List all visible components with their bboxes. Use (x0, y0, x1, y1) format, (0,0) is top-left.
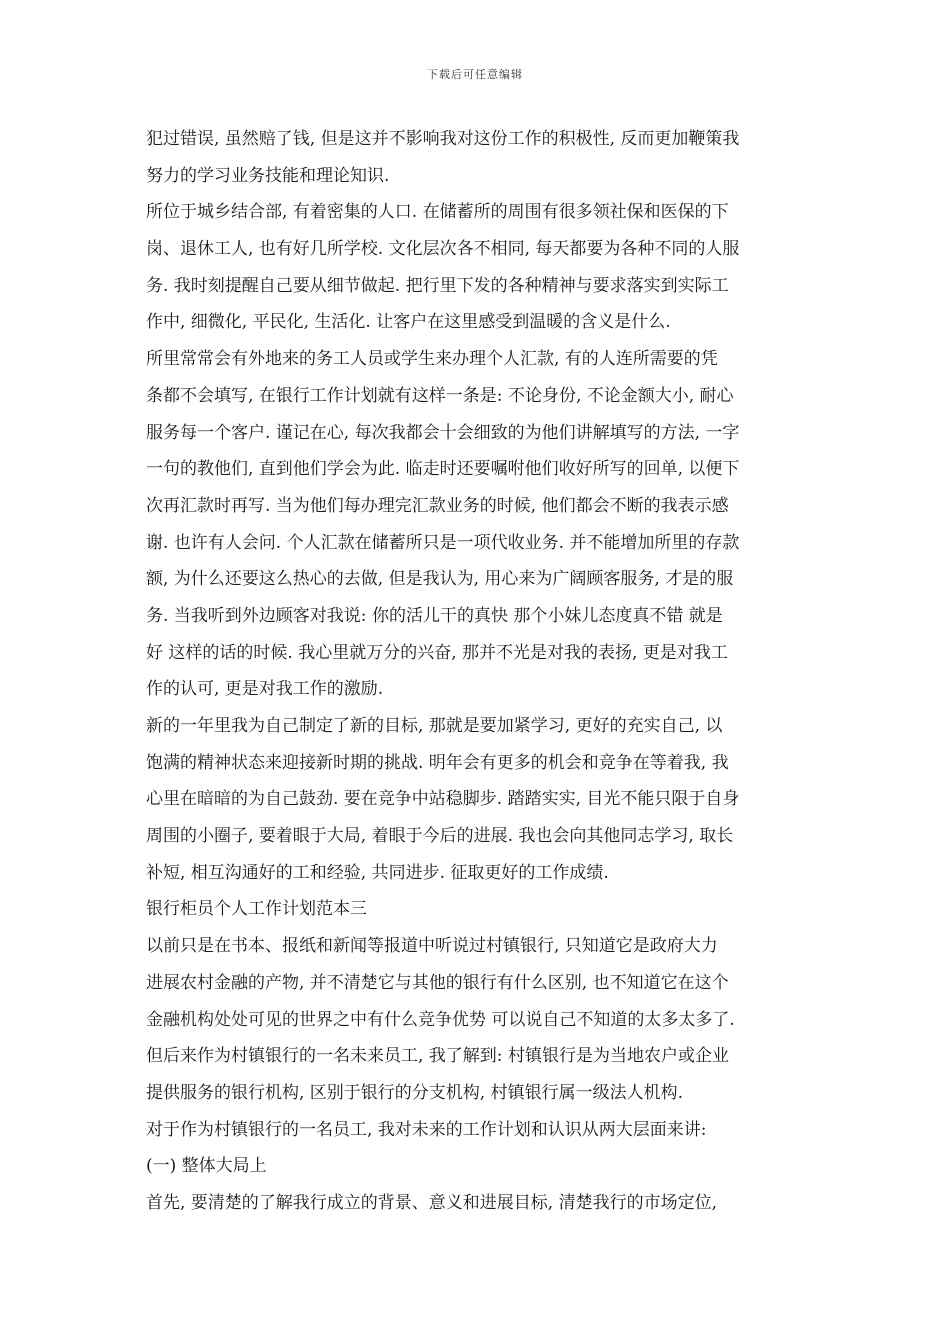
text-line: 所位于城乡结合部, 有着密集的人口. 在储蓄所的周围有很多领社保和医保的下 (146, 202, 729, 223)
text-line: 务. 当我听到外边顾客对我说: 你的活儿干的真快 那个小妹儿态度真不错 就是 (146, 605, 723, 626)
text-line: 次再汇款时再写. 当为他们每办理完汇款业务的时候, 他们都会不断的我表示感 (146, 495, 729, 516)
text-line: 岗、退休工人, 也有好几所学校. 文化层次各不相同, 每天都要为各种不同的人服 (146, 239, 740, 260)
text-line: 额, 为什么还要这么热心的去做, 但是我认为, 用心来为广阔顾客服务, 才是的服 (146, 569, 734, 590)
text-line: 服务每一个客户. 谨记在心, 每次我都会十会细致的为他们讲解填写的方法, 一字 (146, 422, 740, 443)
text-line: 以前只是在书本、报纸和新闻等报道中听说过村镇银行, 只知道它是政府大力 (146, 936, 718, 957)
section-heading: 银行柜员个人工作计划范本三 (146, 899, 367, 920)
text-line: 谢. 也许有人会问. 个人汇款在储蓄所只是一项代收业务. 并不能增加所里的存款 (146, 532, 740, 553)
text-line: 条都不会填写, 在银行工作计划就有这样一条是: 不论身份, 不论金额大小, 耐心 (146, 385, 734, 406)
text-line: 务. 我时刻提醒自己要从细节做起. 把行里下发的各种精神与要求落实到实际工 (146, 275, 729, 296)
text-line: 进展农村金融的产物, 并不清楚它与其他的银行有什么区别, 也不知道它在这个 (146, 972, 729, 993)
text-line: 作的认可, 更是对我工作的激励. (146, 679, 384, 700)
text-line: 但后来作为村镇银行的一名未来员工, 我了解到: 村镇银行是为当地农户或企业 (146, 1046, 729, 1067)
subsection-heading: (一) 整体大局上 (146, 1156, 267, 1177)
text-line: 好 这样的话的时候. 我心里就万分的兴奋, 那并不光是对我的表扬, 更是对我工 (146, 642, 728, 663)
text-line: 心里在暗暗的为自己鼓劲. 要在竞争中站稳脚步. 踏踏实实, 目光不能只限于自身 (146, 789, 740, 810)
text-line: 一句的教他们, 直到他们学会为此. 临走时还要嘱咐他们收好所写的回单, 以便下 (146, 459, 740, 480)
text-line: 金融机构处处可见的世界之中有什么竞争优势 可以说自己不知道的太多太多了. (146, 1009, 735, 1030)
text-line: 新的一年里我为自己制定了新的目标, 那就是要加紧学习, 更好的充实自己, 以 (146, 716, 723, 736)
text-line: 提供服务的银行机构, 区别于银行的分支机构, 村镇银行属一级法人机构. (146, 1082, 684, 1103)
text-line: 努力的学习业务技能和理论知识. (146, 165, 390, 186)
text-line: 饱满的精神状态来迎接新时期的挑战. 明年会有更多的机会和竞争在等着我, 我 (146, 752, 729, 773)
text-line: 作中, 细微化, 平民化, 生活化. 让客户在这里感受到温暖的含义是什么. (146, 312, 671, 333)
text-line: 补短, 相互沟通好的工和经验, 共同进步. 征取更好的工作成绩. (146, 862, 609, 883)
document-body (146, 121, 810, 1222)
page-header: 下载后可任意编辑 (427, 68, 523, 81)
text-line: 犯过错误, 虽然赔了钱, 但是这并不影响我对这份工作的积极性, 反而更加鞭策我 (146, 129, 740, 149)
text-line: 周围的小圈子, 要着眼于大局, 着眼于今后的进展. 我也会向其他同志学习, 取长 (146, 826, 734, 847)
text-line: 首先, 要清楚的了解我行成立的背景、意义和进展目标, 清楚我行的市场定位, (146, 1192, 718, 1213)
text-line: 对于作为村镇银行的一名员工, 我对未来的工作计划和认识从两大层面来讲: (146, 1119, 707, 1140)
text-line: 所里常常会有外地来的务工人员或学生来办理个人汇款, 有的人连所需要的凭 (146, 349, 718, 370)
